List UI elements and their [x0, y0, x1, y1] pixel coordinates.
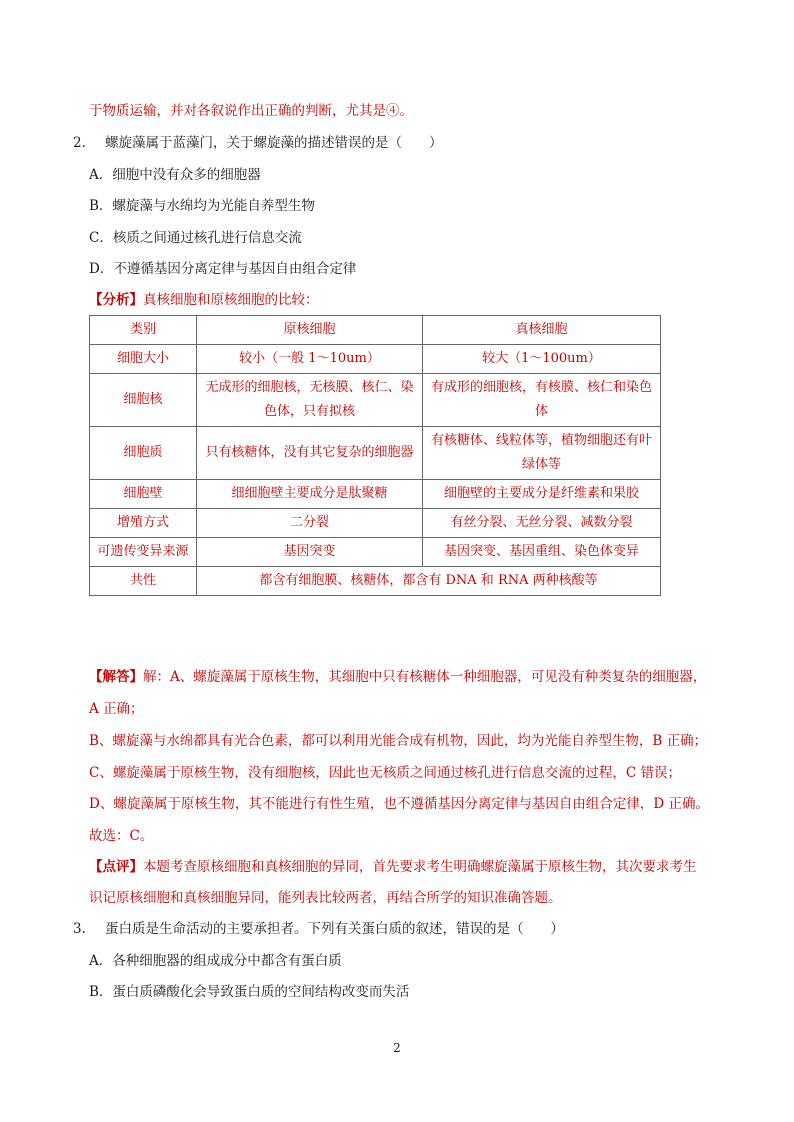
table-cell: 较小（一般 1～10um）: [197, 345, 423, 374]
continued-explanation-line: 于物质运输，并对各叙说作出正确的判断，尤其是④。: [89, 103, 413, 119]
table-header-row: [90, 316, 661, 345]
table-cell: 可遗传变异来源: [90, 538, 197, 567]
question-3-option-b: B．蛋白质磷酸化会导致蛋白质的空间结构改变而失活: [89, 984, 410, 1000]
answer-line-4: C、螺旋藻属于原核生物，没有细胞核，因此也无核质之间通过核孔进行信息交流的过程，C 错误；: [89, 765, 681, 781]
table-header-cell: 真核细胞: [423, 316, 661, 345]
table-row-common: [90, 567, 661, 596]
comment-tag: 【点评】: [89, 859, 143, 875]
table-cell: 细胞壁的主要成分是纤维素和果胶: [423, 480, 661, 509]
question-2-number: 2.: [73, 135, 86, 151]
question-3-stem: 蛋白质是生命活动的主要承担者。下列有关蛋白质的叙述，错误的是（ ）: [105, 921, 564, 937]
table-cell: 基因突变、基因重组、染色体变异: [423, 538, 661, 567]
table-header-cell: 原核细胞: [197, 316, 423, 345]
question-2-option-d: D．不遵循基因分离定律与基因自由组合定律: [89, 261, 357, 277]
question-2-stem: 螺旋藻属于蓝藻门，关于螺旋藻的描述错误的是（ ）: [105, 135, 443, 151]
answer-text-1: 解：A、螺旋藻属于原核生物，其细胞中只有核糖体一种细胞器，可见没有种类复杂的细胞器，: [143, 669, 707, 685]
answer-line-6: 故选：C。: [89, 828, 154, 844]
table-cell: 只有核糖体，没有其它复杂的细胞器: [197, 427, 423, 480]
answer-tag: 【解答】: [89, 669, 143, 685]
answer-line-2: A 正确；: [89, 701, 144, 717]
comment-text-1: 本题考查原核细胞和真核细胞的异同，首先要求考生明确螺旋藻属于原核生物，其次要求考生: [143, 859, 697, 875]
table-cell: 有核糖体、线粒体等，植物细胞还有叶绿体等: [423, 427, 661, 480]
table-row: [90, 374, 661, 427]
question-2-option-b: B．螺旋藻与水绵均为光能自养型生物: [89, 198, 315, 214]
page-number: 2: [393, 1041, 401, 1055]
table-cell: 二分裂: [197, 509, 423, 538]
table-cell: 细胞大小: [90, 345, 197, 374]
table-cell: 细胞壁: [90, 480, 197, 509]
analysis-line: [89, 290, 319, 310]
table-cell: 无成形的细胞核，无核膜、核仁、染色体，只有拟核: [197, 374, 423, 427]
table-cell: 共性: [90, 567, 197, 596]
question-3-number: 3.: [73, 921, 86, 937]
table-header-cell: 类别: [90, 316, 197, 345]
comparison-table: [89, 315, 661, 596]
comment-line-2: 识记原核细胞和真核细胞异同，能列表比较两者，再结合所学的知识准确答题。: [89, 890, 562, 906]
table-row: [90, 538, 661, 567]
table-row: [90, 480, 661, 509]
table-cell: 细细胞壁主要成分是肽聚糖: [197, 480, 423, 509]
table-cell: 细胞质: [90, 427, 197, 480]
table-cell-common: 都含有细胞膜、核糖体，都含有 DNA 和 RNA 两种核酸等: [197, 567, 661, 596]
table-cell: 有成形的细胞核，有核膜、核仁和染色体: [423, 374, 661, 427]
question-2-option-a: A．细胞中没有众多的细胞器: [89, 167, 261, 183]
question-3-option-a: A．各种细胞器的组成成分中都含有蛋白质: [89, 953, 342, 969]
table-row: [90, 509, 661, 538]
analysis-text: 真核细胞和原核细胞的比较：: [143, 292, 319, 308]
answer-line-3: B、螺旋藻与水绵都具有光合色素，都可以利用光能合成有机物，因此，均为光能自养型生物，B 正确；: [89, 733, 708, 749]
analysis-tag: 【分析】: [89, 292, 143, 308]
table-cell: 细胞核: [90, 374, 197, 427]
table-row: [90, 345, 661, 374]
answer-line-1: [89, 667, 706, 687]
table-cell: 基因突变: [197, 538, 423, 567]
comment-line-1: [89, 857, 697, 877]
table-cell: 有丝分裂、无丝分裂、减数分裂: [423, 509, 661, 538]
table-cell: 较大（1～100um）: [423, 345, 661, 374]
answer-line-5: D、螺旋藻属于原核生物，其不能进行有性生殖，也不遵循基因分离定律与基因自由组合定律，D 正确。: [89, 796, 709, 812]
question-2-option-c: C．核质之间通过核孔进行信息交流: [89, 230, 302, 246]
table-cell: 增殖方式: [90, 509, 197, 538]
table-row: [90, 427, 661, 480]
